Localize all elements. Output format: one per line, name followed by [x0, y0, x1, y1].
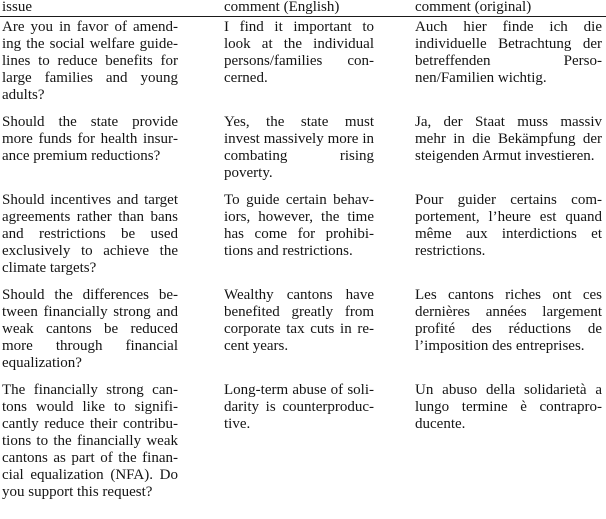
table-row [0, 382, 606, 501]
table-row [0, 114, 606, 182]
table-row [0, 192, 606, 277]
comment-original-cell: Pour guider certains comportement, l’heure est quand même aux interdictions et restrictions. [415, 192, 602, 259]
column-header-comment-english: comment (English) [224, 0, 340, 15]
table-body [0, 19, 606, 501]
comment-original-cell: Auch hier finde ich die individuelle Betrachtung der betreffenden Personen/Familien wichtig. [415, 19, 602, 86]
table-header-row [0, 0, 606, 17]
comment-original-cell: Ja, der Staat muss massiv mehr in die Bekämpfung der steigenden Armut investieren. [415, 114, 602, 164]
issue-cell: Should the differences between financially strong and weak cantons be reduced more through financial equalization? [2, 287, 178, 371]
comment-english-cell: Yes, the state must invest massively more in combating rising poverty. [224, 114, 374, 181]
column-header-comment-original: comment (original) [415, 0, 532, 15]
issue-cell: Should the state provide more funds for health insurance premium reductions? [2, 114, 178, 164]
table-row [0, 19, 606, 104]
comment-original-cell: Les cantons riches ont ces dernières années largement profité des réductions de l’imposition des entreprises. [415, 287, 602, 354]
issue-cell: Are you in favor of amending the social welfare guidelines to reduce benefits for large families and young adults? [2, 19, 178, 103]
comment-english-cell: To guide certain behaviors, however, the time has come for prohibitions and restrictions. [224, 192, 374, 259]
column-header-issue: issue [2, 0, 32, 15]
comment-english-cell: Long-term abuse of solidarity is counterproductive. [224, 382, 374, 432]
issue-cell: The financially strong cantons would like to significantly reduce their contributions to the financially weak cantons as part of the financial equalization (NFA). Do you support this request? [2, 382, 178, 500]
issue-cell: Should incentives and target agreements rather than bans and restrictions be used exclusively to achieve the climate targets? [2, 192, 178, 276]
comment-original-cell: Un abuso della solidarietà a lungo termine è contraproducente. [415, 382, 602, 432]
table-row [0, 287, 606, 372]
comment-english-cell: Wealthy cantons have benefited greatly from corporate tax cuts in recent years. [224, 287, 374, 354]
comment-english-cell: I find it important to look at the individual persons/families concerned. [224, 19, 374, 86]
